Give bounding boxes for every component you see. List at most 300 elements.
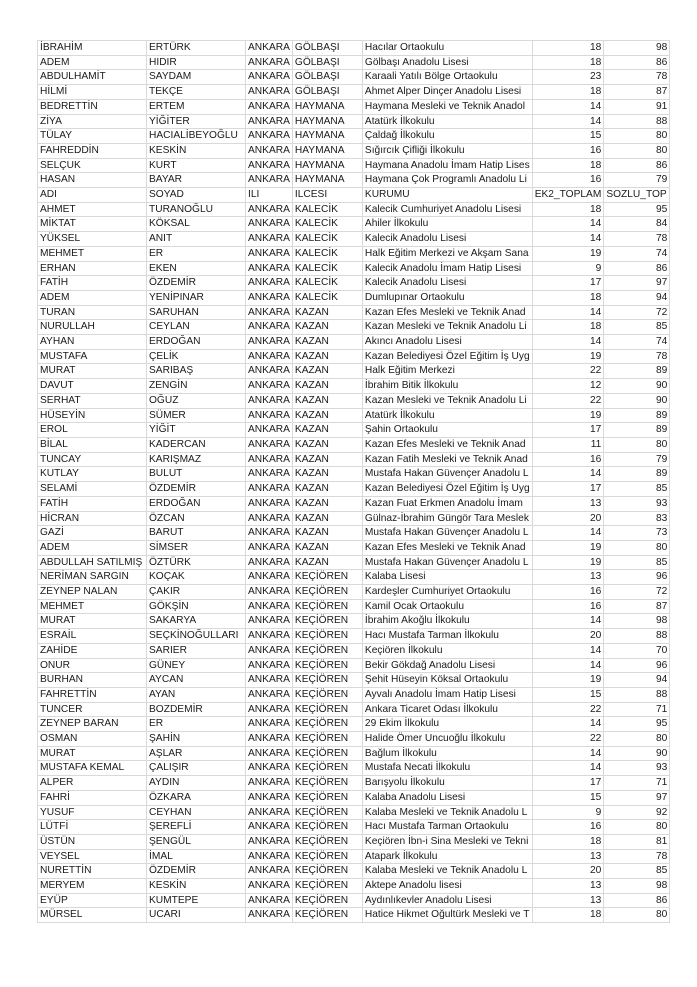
ek2-total-cell[interactable]: 16 [532,585,604,600]
ek2-total-cell[interactable]: 19 [532,349,604,364]
district-cell[interactable]: ILCESI [292,188,362,203]
ek2-total-cell[interactable]: 14 [532,643,604,658]
province-cell[interactable]: ANKARA [246,776,293,791]
first-name-cell[interactable]: ADEM [38,55,147,70]
province-cell[interactable]: ILI [246,188,293,203]
province-cell[interactable]: ANKARA [246,599,293,614]
institution-cell[interactable]: Aydınlıkevler Anadolu Lisesi [362,893,532,908]
ek2-total-cell[interactable]: 13 [532,879,604,894]
last-name-cell[interactable]: YİĞİTER [147,114,246,129]
oral-total-cell[interactable]: 89 [604,364,670,379]
ek2-total-cell[interactable]: 19 [532,555,604,570]
last-name-cell[interactable]: UCARI [147,908,246,923]
district-cell[interactable]: KEÇİÖREN [292,599,362,614]
oral-total-cell[interactable]: 86 [604,261,670,276]
first-name-cell[interactable]: ADEM [38,540,147,555]
last-name-cell[interactable]: KOÇAK [147,570,246,585]
institution-cell[interactable]: Sığırcık Çifliği İlkokulu [362,143,532,158]
ek2-total-cell[interactable]: 16 [532,143,604,158]
institution-cell[interactable]: Kazan Efes Mesleki ve Teknik Anad [362,540,532,555]
last-name-cell[interactable]: BULUT [147,467,246,482]
last-name-cell[interactable]: EKEN [147,261,246,276]
oral-total-cell[interactable]: 74 [604,335,670,350]
institution-cell[interactable]: Halk Eğitim Merkezi ve Akşam Sana [362,246,532,261]
last-name-cell[interactable]: GÖKŞİN [147,599,246,614]
institution-cell[interactable]: Şahin Ortaokulu [362,423,532,438]
province-cell[interactable]: ANKARA [246,217,293,232]
district-cell[interactable]: KEÇİÖREN [292,629,362,644]
first-name-cell[interactable]: İBRAHİM [38,41,147,56]
district-cell[interactable]: KAZAN [292,364,362,379]
institution-cell[interactable]: Ahiler İlkokulu [362,217,532,232]
institution-cell[interactable]: Kalecik Cumhuriyet Anadolu Lisesi [362,202,532,217]
oral-total-cell[interactable]: 93 [604,496,670,511]
oral-total-cell[interactable]: 96 [604,658,670,673]
ek2-total-cell[interactable]: EK2_TOPLAM [532,188,604,203]
province-cell[interactable]: ANKARA [246,820,293,835]
district-cell[interactable]: KAZAN [292,305,362,320]
first-name-cell[interactable]: EYÜP [38,893,147,908]
last-name-cell[interactable]: KUMTEPE [147,893,246,908]
last-name-cell[interactable]: SİMSER [147,540,246,555]
ek2-total-cell[interactable]: 15 [532,129,604,144]
district-cell[interactable]: GÖLBAŞI [292,85,362,100]
institution-cell[interactable]: Bağlum İlkokulu [362,746,532,761]
province-cell[interactable]: ANKARA [246,114,293,129]
district-cell[interactable]: KAZAN [292,496,362,511]
ek2-total-cell[interactable]: 16 [532,452,604,467]
first-name-cell[interactable]: DAVUT [38,379,147,394]
last-name-cell[interactable]: SEÇKİNOĞULLARI [147,629,246,644]
province-cell[interactable]: ANKARA [246,276,293,291]
oral-total-cell[interactable]: 78 [604,232,670,247]
last-name-cell[interactable]: İMAL [147,849,246,864]
province-cell[interactable]: ANKARA [246,834,293,849]
ek2-total-cell[interactable]: 18 [532,908,604,923]
last-name-cell[interactable]: KADERCAN [147,437,246,452]
last-name-cell[interactable]: AYAN [147,687,246,702]
institution-cell[interactable]: Kazan Mesleki ve Teknik Anadolu Li [362,393,532,408]
institution-cell[interactable]: Gölbaşı Anadolu Lisesi [362,55,532,70]
institution-cell[interactable]: Kazan Mesleki ve Teknik Anadolu Li [362,320,532,335]
last-name-cell[interactable]: ERTÜRK [147,41,246,56]
district-cell[interactable]: KAZAN [292,393,362,408]
institution-cell[interactable]: Ayvalı Anadolu İmam Hatip Lisesi [362,687,532,702]
ek2-total-cell[interactable]: 19 [532,673,604,688]
ek2-total-cell[interactable]: 18 [532,320,604,335]
institution-cell[interactable]: Hacılar Ortaokulu [362,41,532,56]
ek2-total-cell[interactable]: 13 [532,893,604,908]
first-name-cell[interactable]: ZEYNEP BARAN [38,717,147,732]
province-cell[interactable]: ANKARA [246,158,293,173]
oral-total-cell[interactable]: 94 [604,673,670,688]
ek2-total-cell[interactable]: 14 [532,99,604,114]
institution-cell[interactable]: Kardeşler Cumhuriyet Ortaokulu [362,585,532,600]
ek2-total-cell[interactable]: 20 [532,629,604,644]
district-cell[interactable]: KEÇİÖREN [292,585,362,600]
institution-cell[interactable]: Gülnaz-İbrahim Güngör Tara Meslek [362,511,532,526]
province-cell[interactable]: ANKARA [246,511,293,526]
district-cell[interactable]: KEÇİÖREN [292,702,362,717]
first-name-cell[interactable]: ERHAN [38,261,147,276]
last-name-cell[interactable]: OĞUZ [147,393,246,408]
province-cell[interactable]: ANKARA [246,570,293,585]
district-cell[interactable]: KALECİK [292,246,362,261]
oral-total-cell[interactable]: 94 [604,290,670,305]
district-cell[interactable]: KAZAN [292,452,362,467]
first-name-cell[interactable]: FAHRETTİN [38,687,147,702]
province-cell[interactable]: ANKARA [246,864,293,879]
district-cell[interactable]: KAZAN [292,511,362,526]
first-name-cell[interactable]: TÜLAY [38,129,147,144]
institution-cell[interactable]: Kazan Fatih Mesleki ve Teknik Anad [362,452,532,467]
province-cell[interactable]: ANKARA [246,585,293,600]
province-cell[interactable]: ANKARA [246,849,293,864]
province-cell[interactable]: ANKARA [246,423,293,438]
last-name-cell[interactable]: SARIBAŞ [147,364,246,379]
institution-cell[interactable]: İbrahim Akoğlu İlkokulu [362,614,532,629]
ek2-total-cell[interactable]: 19 [532,540,604,555]
institution-cell[interactable]: Keçiören İlkokulu [362,643,532,658]
first-name-cell[interactable]: MERYEM [38,879,147,894]
first-name-cell[interactable]: ESRAİL [38,629,147,644]
oral-total-cell[interactable]: 86 [604,158,670,173]
first-name-cell[interactable]: MEHMET [38,246,147,261]
first-name-cell[interactable]: ZEYNEP NALAN [38,585,147,600]
institution-cell[interactable]: Halide Ömer Uncuoğlu İlkokulu [362,732,532,747]
last-name-cell[interactable]: ERDOĞAN [147,496,246,511]
ek2-total-cell[interactable]: 22 [532,702,604,717]
ek2-total-cell[interactable]: 22 [532,364,604,379]
district-cell[interactable]: KEÇİÖREN [292,908,362,923]
first-name-cell[interactable]: MUSTAFA [38,349,147,364]
first-name-cell[interactable]: FAHREDDİN [38,143,147,158]
last-name-cell[interactable]: AYCAN [147,673,246,688]
ek2-total-cell[interactable]: 22 [532,393,604,408]
ek2-total-cell[interactable]: 15 [532,687,604,702]
district-cell[interactable]: GÖLBAŞI [292,70,362,85]
last-name-cell[interactable]: CEYLAN [147,320,246,335]
province-cell[interactable]: ANKARA [246,393,293,408]
oral-total-cell[interactable]: 81 [604,834,670,849]
first-name-cell[interactable]: FATİH [38,276,147,291]
oral-total-cell[interactable]: 89 [604,423,670,438]
institution-cell[interactable]: Mustafa Hakan Güvençer Anadolu L [362,467,532,482]
first-name-cell[interactable]: ADI [38,188,147,203]
first-name-cell[interactable]: ZİYA [38,114,147,129]
institution-cell[interactable]: Kalaba Anadolu Lisesi [362,790,532,805]
province-cell[interactable]: ANKARA [246,687,293,702]
oral-total-cell[interactable]: 72 [604,585,670,600]
province-cell[interactable]: ANKARA [246,246,293,261]
last-name-cell[interactable]: SARUHAN [147,305,246,320]
district-cell[interactable]: HAYMANA [292,143,362,158]
last-name-cell[interactable]: KARIŞMAZ [147,452,246,467]
ek2-total-cell[interactable]: 17 [532,482,604,497]
first-name-cell[interactable]: BEDRETTİN [38,99,147,114]
province-cell[interactable]: ANKARA [246,908,293,923]
district-cell[interactable]: KAZAN [292,467,362,482]
oral-total-cell[interactable]: 97 [604,790,670,805]
province-cell[interactable]: ANKARA [246,232,293,247]
oral-total-cell[interactable]: 90 [604,379,670,394]
ek2-total-cell[interactable]: 18 [532,41,604,56]
first-name-cell[interactable]: AYHAN [38,335,147,350]
province-cell[interactable]: ANKARA [246,261,293,276]
institution-cell[interactable]: Kazan Belediyesi Özel Eğitim İş Uyg [362,482,532,497]
oral-total-cell[interactable]: 79 [604,173,670,188]
province-cell[interactable]: ANKARA [246,70,293,85]
province-cell[interactable]: ANKARA [246,629,293,644]
first-name-cell[interactable]: MÜRSEL [38,908,147,923]
oral-total-cell[interactable]: 85 [604,482,670,497]
last-name-cell[interactable]: ER [147,717,246,732]
ek2-total-cell[interactable]: 18 [532,158,604,173]
province-cell[interactable]: ANKARA [246,717,293,732]
district-cell[interactable]: KEÇİÖREN [292,790,362,805]
oral-total-cell[interactable]: 95 [604,717,670,732]
province-cell[interactable]: ANKARA [246,99,293,114]
district-cell[interactable]: KEÇİÖREN [292,746,362,761]
oral-total-cell[interactable]: 85 [604,320,670,335]
ek2-total-cell[interactable]: 18 [532,834,604,849]
district-cell[interactable]: KAZAN [292,320,362,335]
institution-cell[interactable]: Haymana Çok Programlı Anadolu Li [362,173,532,188]
first-name-cell[interactable]: MURAT [38,364,147,379]
institution-cell[interactable]: KURUMU [362,188,532,203]
oral-total-cell[interactable]: 73 [604,526,670,541]
district-cell[interactable]: KALECİK [292,261,362,276]
institution-cell[interactable]: Kalaba Mesleki ve Teknik Anadolu L [362,864,532,879]
oral-total-cell[interactable]: 71 [604,702,670,717]
institution-cell[interactable]: Atapark İlkokulu [362,849,532,864]
institution-cell[interactable]: Aktepe Anadolu lisesi [362,879,532,894]
last-name-cell[interactable]: ÖZCAN [147,511,246,526]
district-cell[interactable]: KEÇİÖREN [292,732,362,747]
ek2-total-cell[interactable]: 14 [532,305,604,320]
province-cell[interactable]: ANKARA [246,482,293,497]
province-cell[interactable]: ANKARA [246,526,293,541]
last-name-cell[interactable]: ŞENGÜL [147,834,246,849]
district-cell[interactable]: KEÇİÖREN [292,761,362,776]
province-cell[interactable]: ANKARA [246,364,293,379]
district-cell[interactable]: KEÇİÖREN [292,834,362,849]
oral-total-cell[interactable]: 80 [604,820,670,835]
first-name-cell[interactable]: TURAN [38,305,147,320]
last-name-cell[interactable]: TEKÇE [147,85,246,100]
last-name-cell[interactable]: KÖKSAL [147,217,246,232]
ek2-total-cell[interactable]: 11 [532,437,604,452]
district-cell[interactable]: KAZAN [292,482,362,497]
province-cell[interactable]: ANKARA [246,761,293,776]
ek2-total-cell[interactable]: 23 [532,70,604,85]
first-name-cell[interactable]: TUNCAY [38,452,147,467]
first-name-cell[interactable]: GAZİ [38,526,147,541]
first-name-cell[interactable]: OSMAN [38,732,147,747]
first-name-cell[interactable]: AHMET [38,202,147,217]
province-cell[interactable]: ANKARA [246,452,293,467]
oral-total-cell[interactable]: 80 [604,129,670,144]
ek2-total-cell[interactable]: 14 [532,526,604,541]
institution-cell[interactable]: Kalecik Anadolu İmam Hatip Lisesi [362,261,532,276]
institution-cell[interactable]: Atatürk İlkokulu [362,114,532,129]
district-cell[interactable]: KEÇİÖREN [292,849,362,864]
institution-cell[interactable]: Kalecik Anadolu Lisesi [362,276,532,291]
last-name-cell[interactable]: BOZDEMİR [147,702,246,717]
first-name-cell[interactable]: MURAT [38,614,147,629]
ek2-total-cell[interactable]: 17 [532,276,604,291]
institution-cell[interactable]: Akıncı Anadolu Lisesi [362,335,532,350]
oral-total-cell[interactable]: 98 [604,879,670,894]
oral-total-cell[interactable]: 95 [604,202,670,217]
district-cell[interactable]: KEÇİÖREN [292,717,362,732]
oral-total-cell[interactable]: 72 [604,305,670,320]
province-cell[interactable]: ANKARA [246,467,293,482]
ek2-total-cell[interactable]: 18 [532,55,604,70]
institution-cell[interactable]: Mustafa Hakan Güvençer Anadolu L [362,555,532,570]
oral-total-cell[interactable]: 85 [604,555,670,570]
oral-total-cell[interactable]: 85 [604,864,670,879]
institution-cell[interactable]: Mustafa Hakan Güvençer Anadolu L [362,526,532,541]
district-cell[interactable]: KEÇİÖREN [292,893,362,908]
province-cell[interactable]: ANKARA [246,555,293,570]
last-name-cell[interactable]: SARIER [147,643,246,658]
institution-cell[interactable]: Çaldağ İlkokulu [362,129,532,144]
ek2-total-cell[interactable]: 17 [532,423,604,438]
last-name-cell[interactable]: SÜMER [147,408,246,423]
oral-total-cell[interactable]: 87 [604,85,670,100]
last-name-cell[interactable]: ŞEREFLİ [147,820,246,835]
district-cell[interactable]: KALECİK [292,290,362,305]
oral-total-cell[interactable]: 97 [604,276,670,291]
district-cell[interactable]: KEÇİÖREN [292,776,362,791]
institution-cell[interactable]: Kalecik Anadolu Lisesi [362,232,532,247]
oral-total-cell[interactable]: 80 [604,437,670,452]
ek2-total-cell[interactable]: 14 [532,717,604,732]
first-name-cell[interactable]: ONUR [38,658,147,673]
province-cell[interactable]: ANKARA [246,290,293,305]
ek2-total-cell[interactable]: 17 [532,776,604,791]
province-cell[interactable]: ANKARA [246,85,293,100]
last-name-cell[interactable]: GÜNEY [147,658,246,673]
oral-total-cell[interactable]: 87 [604,599,670,614]
first-name-cell[interactable]: MURAT [38,746,147,761]
oral-total-cell[interactable]: 88 [604,629,670,644]
last-name-cell[interactable]: SAKARYA [147,614,246,629]
first-name-cell[interactable]: LÜTFİ [38,820,147,835]
last-name-cell[interactable]: HIDIR [147,55,246,70]
district-cell[interactable]: KAZAN [292,423,362,438]
ek2-total-cell[interactable]: 9 [532,261,604,276]
district-cell[interactable]: KALECİK [292,217,362,232]
institution-cell[interactable]: Ahmet Alper Dinçer Anadolu Lisesi [362,85,532,100]
district-cell[interactable]: KAZAN [292,335,362,350]
institution-cell[interactable]: 29 Ekim İlkokulu [362,717,532,732]
institution-cell[interactable]: Karaali Yatılı Bölge Ortaokulu [362,70,532,85]
ek2-total-cell[interactable]: 13 [532,570,604,585]
institution-cell[interactable]: Halk Eğitim Merkezi [362,364,532,379]
oral-total-cell[interactable]: 70 [604,643,670,658]
first-name-cell[interactable]: KUTLAY [38,467,147,482]
last-name-cell[interactable]: CEYHAN [147,805,246,820]
ek2-total-cell[interactable]: 20 [532,864,604,879]
last-name-cell[interactable]: ER [147,246,246,261]
province-cell[interactable]: ANKARA [246,55,293,70]
institution-cell[interactable]: Kalaba Lisesi [362,570,532,585]
oral-total-cell[interactable]: 98 [604,614,670,629]
oral-total-cell[interactable]: 86 [604,893,670,908]
oral-total-cell[interactable]: 74 [604,246,670,261]
ek2-total-cell[interactable]: 18 [532,85,604,100]
ek2-total-cell[interactable]: 12 [532,379,604,394]
province-cell[interactable]: ANKARA [246,496,293,511]
first-name-cell[interactable]: HİCRAN [38,511,147,526]
province-cell[interactable]: ANKARA [246,893,293,908]
institution-cell[interactable]: Şehit Hüseyin Köksal Ortaokulu [362,673,532,688]
last-name-cell[interactable]: KURT [147,158,246,173]
first-name-cell[interactable]: ABDULLAH SATILMIŞ [38,555,147,570]
district-cell[interactable]: KAZAN [292,526,362,541]
last-name-cell[interactable]: ÖZDEMİR [147,482,246,497]
district-cell[interactable]: KEÇİÖREN [292,820,362,835]
province-cell[interactable]: ANKARA [246,673,293,688]
first-name-cell[interactable]: NERİMAN SARGIN [38,570,147,585]
district-cell[interactable]: KAZAN [292,379,362,394]
first-name-cell[interactable]: BURHAN [38,673,147,688]
province-cell[interactable]: ANKARA [246,335,293,350]
first-name-cell[interactable]: MUSTAFA KEMAL [38,761,147,776]
ek2-total-cell[interactable]: 14 [532,467,604,482]
first-name-cell[interactable]: TUNCER [38,702,147,717]
institution-cell[interactable]: İbrahim Bitik İlkokulu [362,379,532,394]
first-name-cell[interactable]: ZAHİDE [38,643,147,658]
first-name-cell[interactable]: ÜSTÜN [38,834,147,849]
ek2-total-cell[interactable]: 15 [532,790,604,805]
ek2-total-cell[interactable]: 19 [532,246,604,261]
ek2-total-cell[interactable]: 16 [532,820,604,835]
district-cell[interactable]: HAYMANA [292,173,362,188]
institution-cell[interactable]: Kazan Efes Mesleki ve Teknik Anad [362,437,532,452]
district-cell[interactable]: GÖLBAŞI [292,55,362,70]
district-cell[interactable]: KEÇİÖREN [292,805,362,820]
last-name-cell[interactable]: KESKİN [147,143,246,158]
ek2-total-cell[interactable]: 13 [532,849,604,864]
district-cell[interactable]: KEÇİÖREN [292,643,362,658]
institution-cell[interactable]: Bekir Gökdağ Anadolu Lisesi [362,658,532,673]
last-name-cell[interactable]: ZENGİN [147,379,246,394]
first-name-cell[interactable]: ABDULHAMİT [38,70,147,85]
first-name-cell[interactable]: SELÇUK [38,158,147,173]
first-name-cell[interactable]: FATİH [38,496,147,511]
province-cell[interactable]: ANKARA [246,658,293,673]
ek2-total-cell[interactable]: 20 [532,511,604,526]
last-name-cell[interactable]: ÖZDEMİR [147,276,246,291]
last-name-cell[interactable]: ÖZKARA [147,790,246,805]
province-cell[interactable]: ANKARA [246,41,293,56]
ek2-total-cell[interactable]: 14 [532,335,604,350]
district-cell[interactable]: KALECİK [292,232,362,247]
district-cell[interactable]: KAZAN [292,349,362,364]
first-name-cell[interactable]: VEYSEL [38,849,147,864]
first-name-cell[interactable]: YUSUF [38,805,147,820]
oral-total-cell[interactable]: 89 [604,408,670,423]
institution-cell[interactable]: Haymana Anadolu İmam Hatip Lises [362,158,532,173]
oral-total-cell[interactable]: 90 [604,746,670,761]
last-name-cell[interactable]: ERTEM [147,99,246,114]
oral-total-cell[interactable]: 78 [604,349,670,364]
oral-total-cell[interactable]: 80 [604,908,670,923]
last-name-cell[interactable]: ÖZTÜRK [147,555,246,570]
